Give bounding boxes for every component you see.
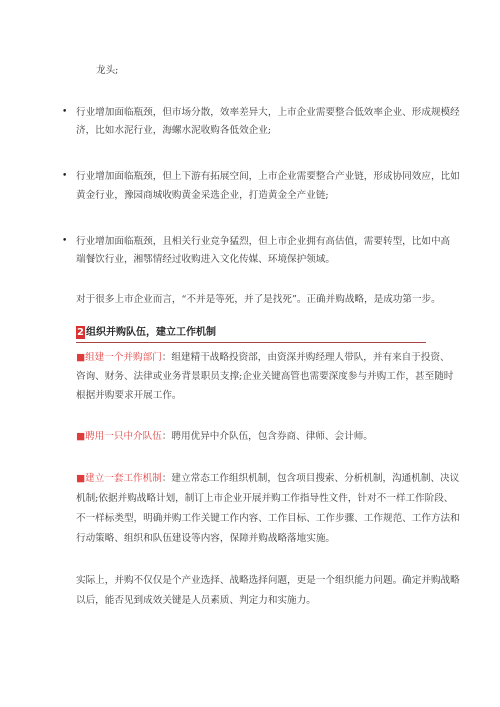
item-2-text: ：聘用优异中介队伍，包含券商、律师、会计师。 xyxy=(161,431,373,442)
item-2-label: ■聘用一只中介队伍 xyxy=(76,431,162,442)
item-3-line-2: 机制;依据并购战略计划，制订上市企业开展并购工作指导性文件，针对不一样工作阶段、 xyxy=(76,493,454,504)
bullet-1-line-2: 济，比如水泥行业，海螺水泥收购各低效企业; xyxy=(76,125,272,136)
bullet-1-line-1: 行业增加面临瓶颈，但市场分散，效率差异大，上市企业需要整合低效率企业、形成规模经 xyxy=(76,107,460,118)
bullet-3-line-2: 端餐饮行业，湘鄂情经过收购进入文化传媒、环境保护领域。 xyxy=(76,254,336,265)
item-3-text: ：建立常态工作组织机制，包含项目搜索、分析机制，沟通机制、决议 xyxy=(161,473,460,484)
item-3-line-1 xyxy=(76,472,459,486)
bullet-marker-1: • xyxy=(62,107,68,117)
closing-line-2: 以后，能否见到成效关键是人员素质、判定力和实施力。 xyxy=(76,595,316,606)
item-3-line-4: 行动策略、组织和队伍建设等内容，保障并购战略落地实施。 xyxy=(76,533,336,544)
item-2-line-1 xyxy=(76,430,373,444)
section-number-badge: 2 xyxy=(77,327,84,338)
section-title: 组织并购队伍，建立工作机制 xyxy=(85,327,216,338)
item-1-line-3: 根据并购要求开展工作。 xyxy=(76,390,182,401)
bullet-3-line-1: 行业增加面临瓶颈，且相关行业竞争猛烈，但上市企业拥有高估值，需要转型，比如中高 xyxy=(76,236,451,247)
closing-line-1: 实际上，并购不仅仅是个产业选择、战略选择问题，更是一个组织能力问题。确定并购战略 xyxy=(76,575,460,586)
item-1-line-2: 咨询、财务、法律或业务背景职员支撑;企业关键高管也需要深度参与并购工作，甚至随时 xyxy=(76,371,454,382)
bullet-2-line-2: 黄金行业，豫园商城收购黄金采选企业，打造黄金全产业链; xyxy=(76,190,329,201)
item-1-text: ：组建精干战略投资部，由资深并购经理人带队，并有来自于投资、 xyxy=(161,352,450,363)
bullet-marker-3: • xyxy=(62,236,68,246)
top-line: 龙头; xyxy=(96,65,119,76)
summary-line: 对于很多上市企业而言，“不并是等死，并了是找死”。正确并购战略，是成功第一步。 xyxy=(76,294,441,305)
item-3-label: ■建立一套工作机制 xyxy=(76,473,162,484)
bullet-2-line-1: 行业增加面临瓶颈，但上下游有拓展空间，上市企业需要整合产业链，形成协同效应，比如 xyxy=(76,171,460,182)
item-1-line-1 xyxy=(76,351,450,365)
bullet-marker-2: • xyxy=(62,171,68,181)
item-1-label: ■组建一个并购部门 xyxy=(76,352,162,363)
section-heading xyxy=(76,326,426,343)
item-3-line-3: 不一样标类型，明确并购工作关键工作内容、工作目标、工作步骤、工作规范、工作方法和 xyxy=(76,513,460,524)
